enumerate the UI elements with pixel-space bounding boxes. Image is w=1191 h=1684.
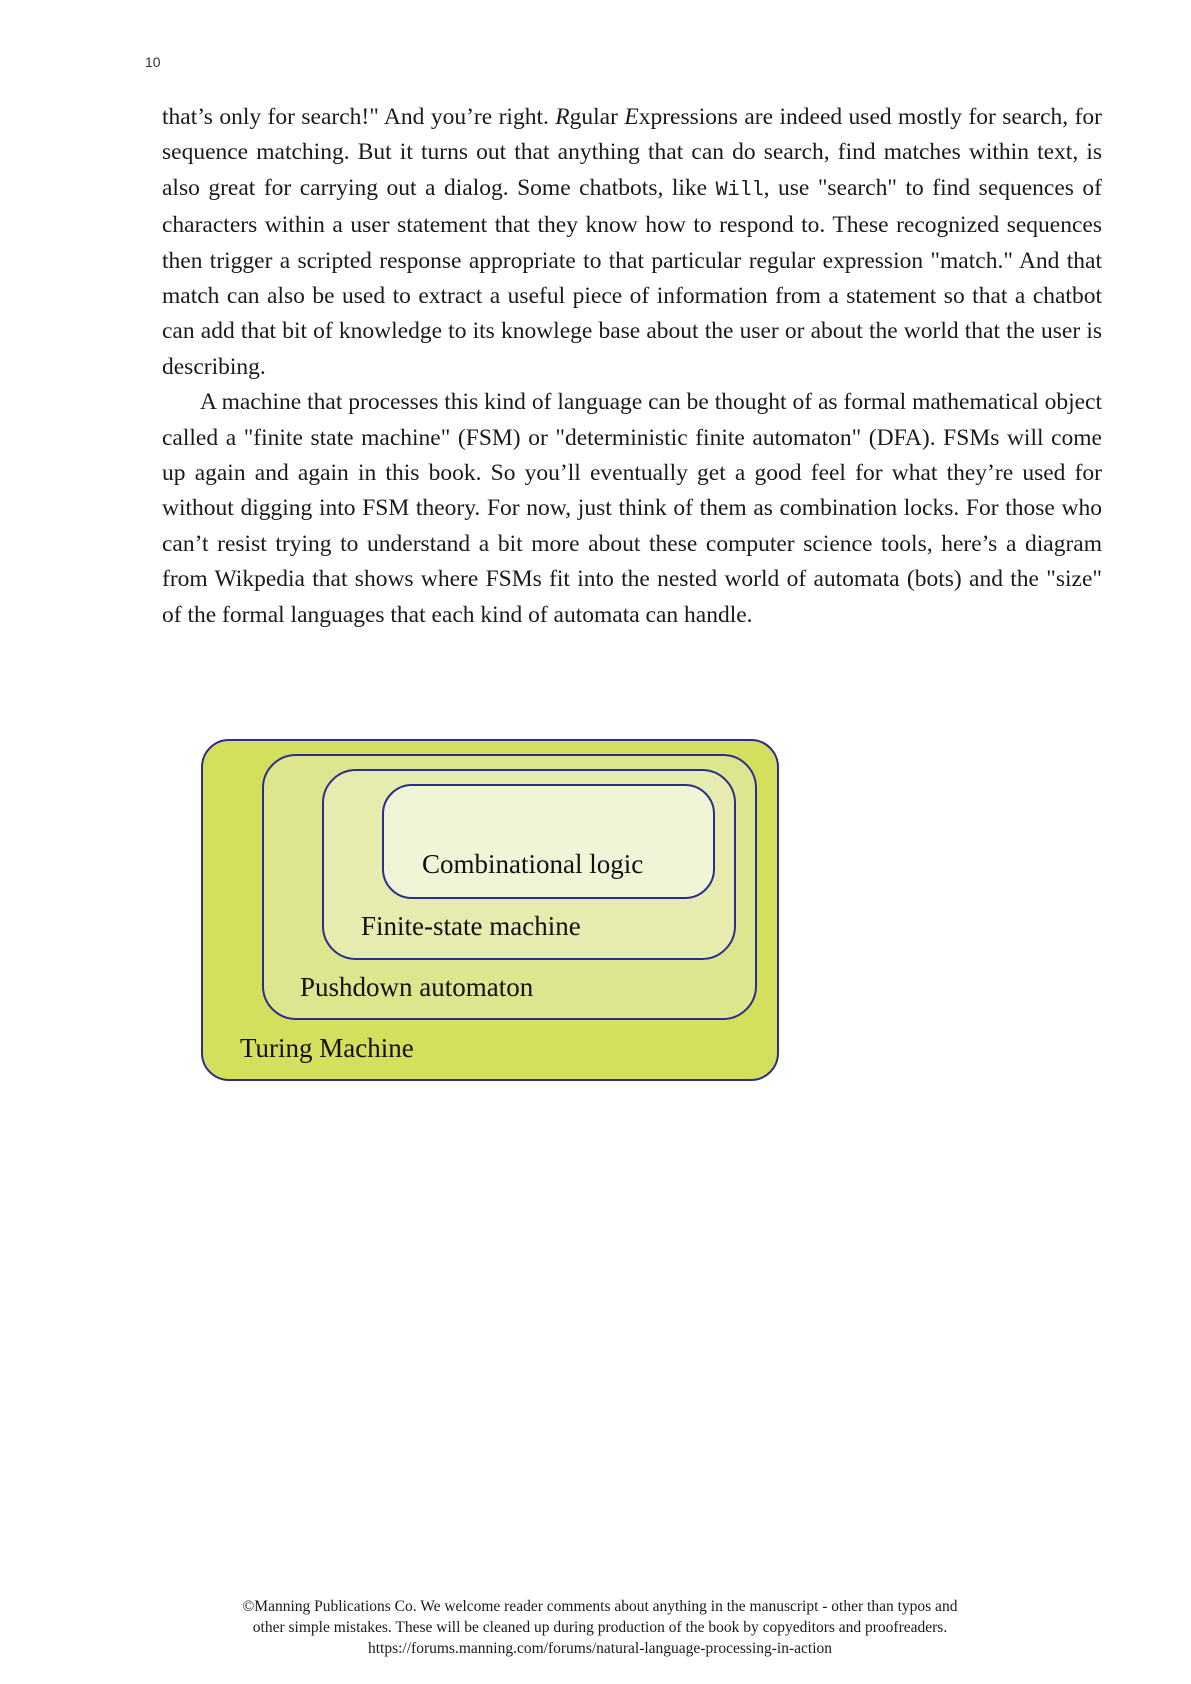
footer-line-2: other simple mistakes. These will be cleaned up during production of the book by copyeditors and proofreaders. — [252, 1619, 948, 1636]
combinational-logic-label: Combinational logic — [422, 849, 644, 879]
page-number: 10 — [145, 54, 161, 70]
footer-line-3: https://forums.manning.com/forums/natural-language-processing-in-action — [367, 1640, 833, 1657]
automata-diagram — [201, 739, 779, 1081]
footer — [150, 1596, 1050, 1659]
paragraph-1-part1: that’s only for search!" And you’re right. — [162, 104, 556, 130]
footer-line-1: ©Manning Publications Co. We welcome reader comments about anything in the manuscript - other than typos and — [242, 1598, 958, 1615]
paragraph-1 — [162, 100, 1102, 385]
paragraph-1-part3: xpressions are indeed used mostly for search, for sequence matching. But it turns out that anything that can do search, find matches within text, is also great for carrying out a dialog. Some chatbots, like — [162, 104, 1102, 201]
italic-r: R — [555, 104, 570, 130]
paragraph-2: A machine that processes this kind of language can be thought of as formal mathematical object called a "finite state machine" (FSM) or "deterministic finite automaton" (DFA). FSMs will come up again and again in this book. So you’ll eventually get a good feel for what they’re used for without digging into FSM theory. For now, just think of them as combination locks. For those who can’t resist trying to understand a bit more about these computer science tools, here’s a diagram from Wikpedia that shows where FSMs fit into the nested world of automata (bots) and the "size" of the formal languages that each kind of automata can handle. — [162, 389, 1102, 628]
italic-e: E — [624, 104, 639, 130]
turing-machine-label: Turing Machine — [240, 1033, 414, 1063]
paragraph-1-part4: , use "search" to find sequences of characters within a user statement that they know how to respond to. These recognized sequences then trigger a scripted response appropriate to that particular regular expression "match." And that match can also be used to extract a useful piece of information from a statement so that a chatbot can add that bit of knowledge to its knowlege base about the user or about the world that the user is describing. — [162, 174, 1103, 380]
paragraph-1-part2: gular — [569, 104, 625, 130]
body-text — [162, 100, 1102, 633]
code-will: Will — [715, 178, 764, 202]
pushdown-automaton-label: Pushdown automaton — [300, 972, 534, 1002]
combinational-logic-box — [382, 784, 715, 899]
finite-state-machine-label: Finite-state machine — [361, 911, 581, 941]
